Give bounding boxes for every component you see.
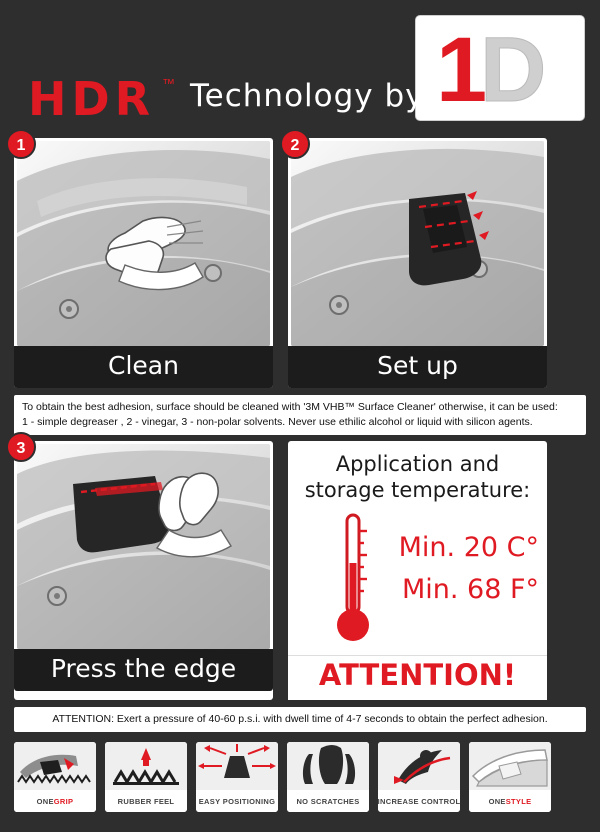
step-illustration-2	[291, 141, 544, 346]
step-illustration-1	[17, 141, 270, 346]
feature-one-grip	[14, 742, 96, 812]
feature-one-style	[469, 742, 551, 812]
step-panel-1	[14, 138, 273, 388]
grip-traction-icon	[14, 742, 96, 790]
note-pressure-line1: ATTENTION: Exert a pressure of 40-60 p.s.i. with dwell time of 4-7 seconds to obtain the perfect adhesion.	[52, 713, 548, 725]
feature-no-scratches-label-a: NO SCRATCHES	[296, 796, 360, 806]
tank-pad-icon	[287, 742, 369, 790]
rubber-texture-icon	[105, 742, 187, 790]
feature-no-scratches	[287, 742, 369, 812]
feature-rubber-feel-label-a: RUBBER FEEL	[117, 796, 175, 806]
step-badge-2: 2	[280, 129, 310, 159]
step-illustration-3	[17, 444, 270, 649]
feature-increase-control-label-b: CONTROL	[421, 796, 460, 806]
feature-easy-positioning-label	[196, 790, 278, 812]
header	[14, 14, 586, 132]
step-badge-3: 3	[6, 432, 36, 462]
feature-one-style-label-b: STYLE	[505, 796, 532, 806]
logo-number-1: 1	[436, 19, 484, 121]
feature-increase-control-label-a: INCREASE	[378, 796, 419, 806]
temperature-title-line2: storage temperature:	[304, 478, 531, 502]
temperature-title-line1: Application and	[335, 452, 500, 476]
attention-heading: ATTENTION!	[288, 655, 547, 700]
feature-rubber-feel-label	[105, 790, 187, 812]
note-pressure	[14, 707, 586, 732]
steps-row-bottom	[14, 441, 586, 700]
feature-easy-positioning-label-a: EASY	[198, 796, 221, 806]
temperature-body	[288, 505, 547, 655]
temperature-values	[399, 527, 539, 611]
feature-one-style-label	[469, 790, 551, 812]
page-title: HDR	[28, 72, 156, 126]
note-adhesion	[14, 395, 586, 435]
feature-easy-positioning	[196, 742, 278, 812]
feature-no-scratches-label	[287, 790, 369, 812]
feature-one-grip-label	[14, 790, 96, 812]
temperature-min-celsius: Min. 20 C°	[398, 532, 539, 563]
feature-rubber-feel	[105, 742, 187, 812]
note-adhesion-line2: 1 - simple degreaser , 2 - vinegar, 3 - non-polar solvents. Never use ethilic alcohol or liquid with silicon agents.	[22, 416, 533, 428]
step-panel-3	[14, 441, 273, 700]
trademark-symbol: ™	[162, 76, 175, 91]
step-panel-2	[288, 138, 547, 388]
step-caption-3: Press the edge	[14, 649, 273, 691]
step-caption-1: Clean	[14, 346, 273, 388]
step-badge-1: 1	[6, 129, 36, 159]
temperature-panel	[288, 441, 547, 700]
feature-icon-row	[14, 742, 586, 812]
steps-row-top	[14, 138, 586, 388]
feature-one-style-label-a: ONE	[488, 796, 506, 806]
feature-one-grip-label-b: GRIP	[53, 796, 74, 806]
feature-one-grip-label-a: ONE	[36, 796, 54, 806]
temperature-title	[288, 447, 547, 505]
feature-increase-control	[378, 742, 460, 812]
tank-style-icon	[469, 742, 551, 790]
feature-increase-control-label	[378, 790, 460, 812]
note-adhesion-line1: To obtain the best adhesion, surface should be cleaned with '3M VHB™ Surface Cleaner' otherwise, it can be used:	[22, 401, 558, 413]
feature-easy-positioning-label-b: POSITIONING	[222, 796, 276, 806]
step-caption-2: Set up	[288, 346, 547, 388]
temperature-min-fahrenheit: Min. 68 F°	[401, 574, 539, 605]
thermometer-icon	[336, 511, 370, 651]
header-subtitle: Technology by	[190, 78, 425, 114]
rider-control-icon	[378, 742, 460, 790]
logo-letter-d: D	[480, 19, 547, 121]
positioning-arrows-icon	[196, 742, 278, 790]
brand-logo	[416, 16, 584, 120]
